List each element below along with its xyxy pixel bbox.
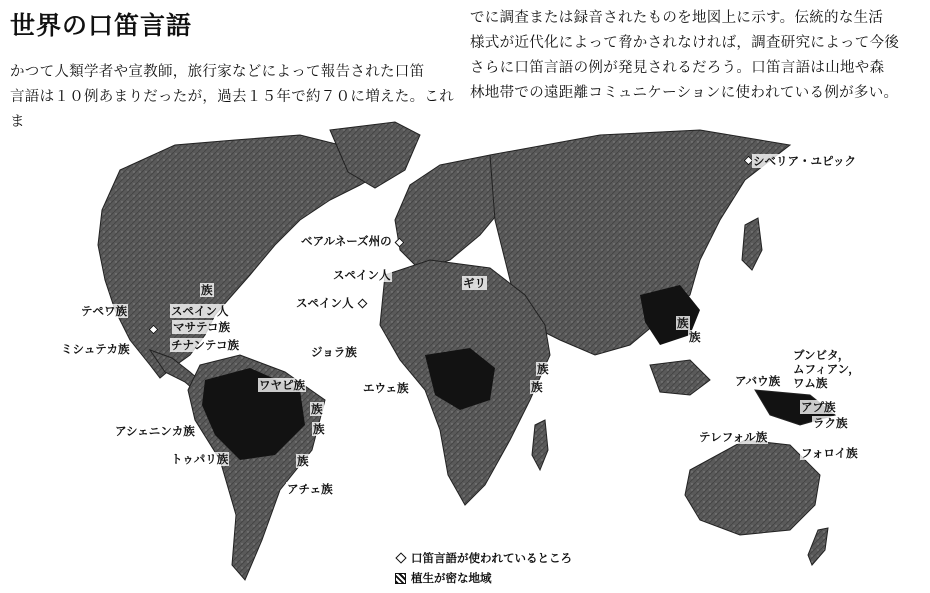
label-ache: アチェ族 [287, 482, 333, 496]
intro-right-text: でに調査または録音されたものを地図上に示す。伝統的な生活 様式が近代化によって脅かされなければ，調査研究によって今後 さらに口笛言語の例が発見されるだろう。口笛言語は山地や森 林地帯での遠距離コミュニケーションに使われている例が多い。 [470, 10, 900, 101]
new-zealand-landmass [808, 528, 828, 565]
label-abau: アバウ族 [735, 374, 781, 388]
label-as-zoku-1: 族 [689, 330, 701, 344]
label-bumbita: ブンビタ， ムフィアン， ワム族 [793, 348, 860, 390]
label-chinanteco: チナンテコ族 [171, 338, 239, 352]
label-as-zoku-2: 族 [677, 316, 689, 330]
japan-landmass [742, 218, 762, 270]
legend-vegetation-text: 植生が密な地域 [411, 571, 492, 585]
label-af-zoku-2: 族 [531, 380, 543, 394]
label-af-zoku-1: 族 [537, 362, 549, 376]
label-ewe: エウェ族 [363, 381, 409, 395]
page-title: 世界の口笛言語 [10, 11, 193, 40]
label-tepehua: テペワ族 [81, 304, 127, 318]
legend [394, 548, 572, 588]
diamond-marker-icon [395, 552, 406, 563]
indonesia-landmass [650, 360, 710, 395]
label-spain-2: スペイン人 [296, 296, 354, 310]
label-asheninka: アシェニンカ族 [115, 424, 195, 438]
madagascar-landmass [532, 420, 548, 470]
label-spain-3: スペイン人 [171, 304, 229, 318]
legend-whistled-text: 口笛言語が使われているところ [411, 551, 572, 565]
label-ap: アプ族 [801, 400, 836, 414]
label-wayampi: ワヤピ族 [259, 378, 305, 392]
label-sa-zoku-2: 族 [313, 422, 325, 436]
label-foroi: フォロイ族 [801, 446, 858, 460]
label-greek: ギリ [463, 276, 486, 290]
legend-row-vegetation [394, 568, 572, 588]
label-barak: ラク族 [813, 416, 848, 430]
label-sa-zoku-1: 族 [311, 402, 323, 416]
intro-left-text: かつて人類学者や宣教師，旅行家などによって報告された口笛 言語は１０例あまりだったが，過去１５年で約７０に増えた。これま [10, 64, 454, 130]
label-bearn: ベアルネーズ州の [301, 234, 392, 248]
label-na-zoku: 族 [201, 283, 213, 297]
label-yoruba: ジョラ族 [311, 345, 357, 359]
label-telefol: テレフォル族 [699, 430, 768, 444]
legend-row-whistled [394, 548, 572, 568]
hatched-square-icon [395, 573, 406, 584]
world-map [0, 110, 930, 593]
label-tupari: トゥパリ族 [171, 452, 229, 466]
label-mishuteca: ミシュテカ族 [61, 342, 130, 356]
world-map-svg [0, 110, 930, 593]
label-mazatec: マサテコ族 [173, 320, 231, 334]
label-spain-1: スペイン人 [333, 268, 391, 282]
label-siberia-yupik: シベリア・ユピック [753, 154, 857, 168]
label-sa-zoku-3: 族 [297, 454, 309, 468]
